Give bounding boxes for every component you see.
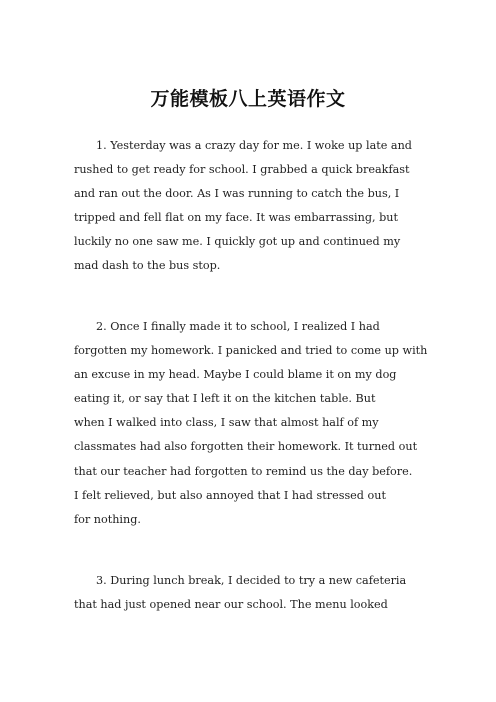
- paragraph-line: rushed to get ready for school. I grabbed a quick breakfast: [74, 163, 410, 177]
- paragraph-line: and ran out the door. As I was running to catch the bus, I: [74, 187, 400, 201]
- document-title: 万能模板八上英语作文: [150, 88, 346, 110]
- paragraph-line: an excuse in my head. Maybe I could blame it on my dog: [74, 368, 397, 382]
- paragraph-line: for nothing.: [74, 512, 141, 526]
- paragraph-line: forgotten my homework. I panicked and tried to come up with: [74, 344, 428, 358]
- paragraph-line: tripped and fell flat on my face. It was embarrassing, but: [74, 211, 398, 225]
- paragraph-line: mad dash to the bus stop.: [74, 259, 221, 273]
- paragraph-line: 1. Yesterday was a crazy day for me. I woke up late and: [96, 139, 412, 152]
- paragraph-3: [74, 569, 424, 617]
- paragraph-line: eating it, or say that I left it on the kitchen table. But: [74, 392, 376, 406]
- paragraph-line: when I walked into class, I saw that almost half of my: [74, 416, 379, 430]
- paragraph-line: that our teacher had forgotten to remind us the day before.: [74, 464, 413, 478]
- paragraph-line: that had just opened near our school. The menu looked: [74, 598, 388, 612]
- paragraph-line: 2. Once I finally made it to school, I realized I had: [96, 320, 380, 333]
- paragraph-line: I felt relieved, but also annoyed that I had stressed out: [74, 488, 386, 502]
- paragraph-line: 3. During lunch break, I decided to try a new cafeteria: [96, 574, 407, 587]
- paragraph-line: classmates had also forgotten their homework. It turned out: [74, 440, 418, 454]
- paragraph-1: [74, 134, 424, 279]
- paragraph-line: luckily no one saw me. I quickly got up and continued my: [74, 235, 401, 249]
- paragraph-2: [74, 315, 428, 532]
